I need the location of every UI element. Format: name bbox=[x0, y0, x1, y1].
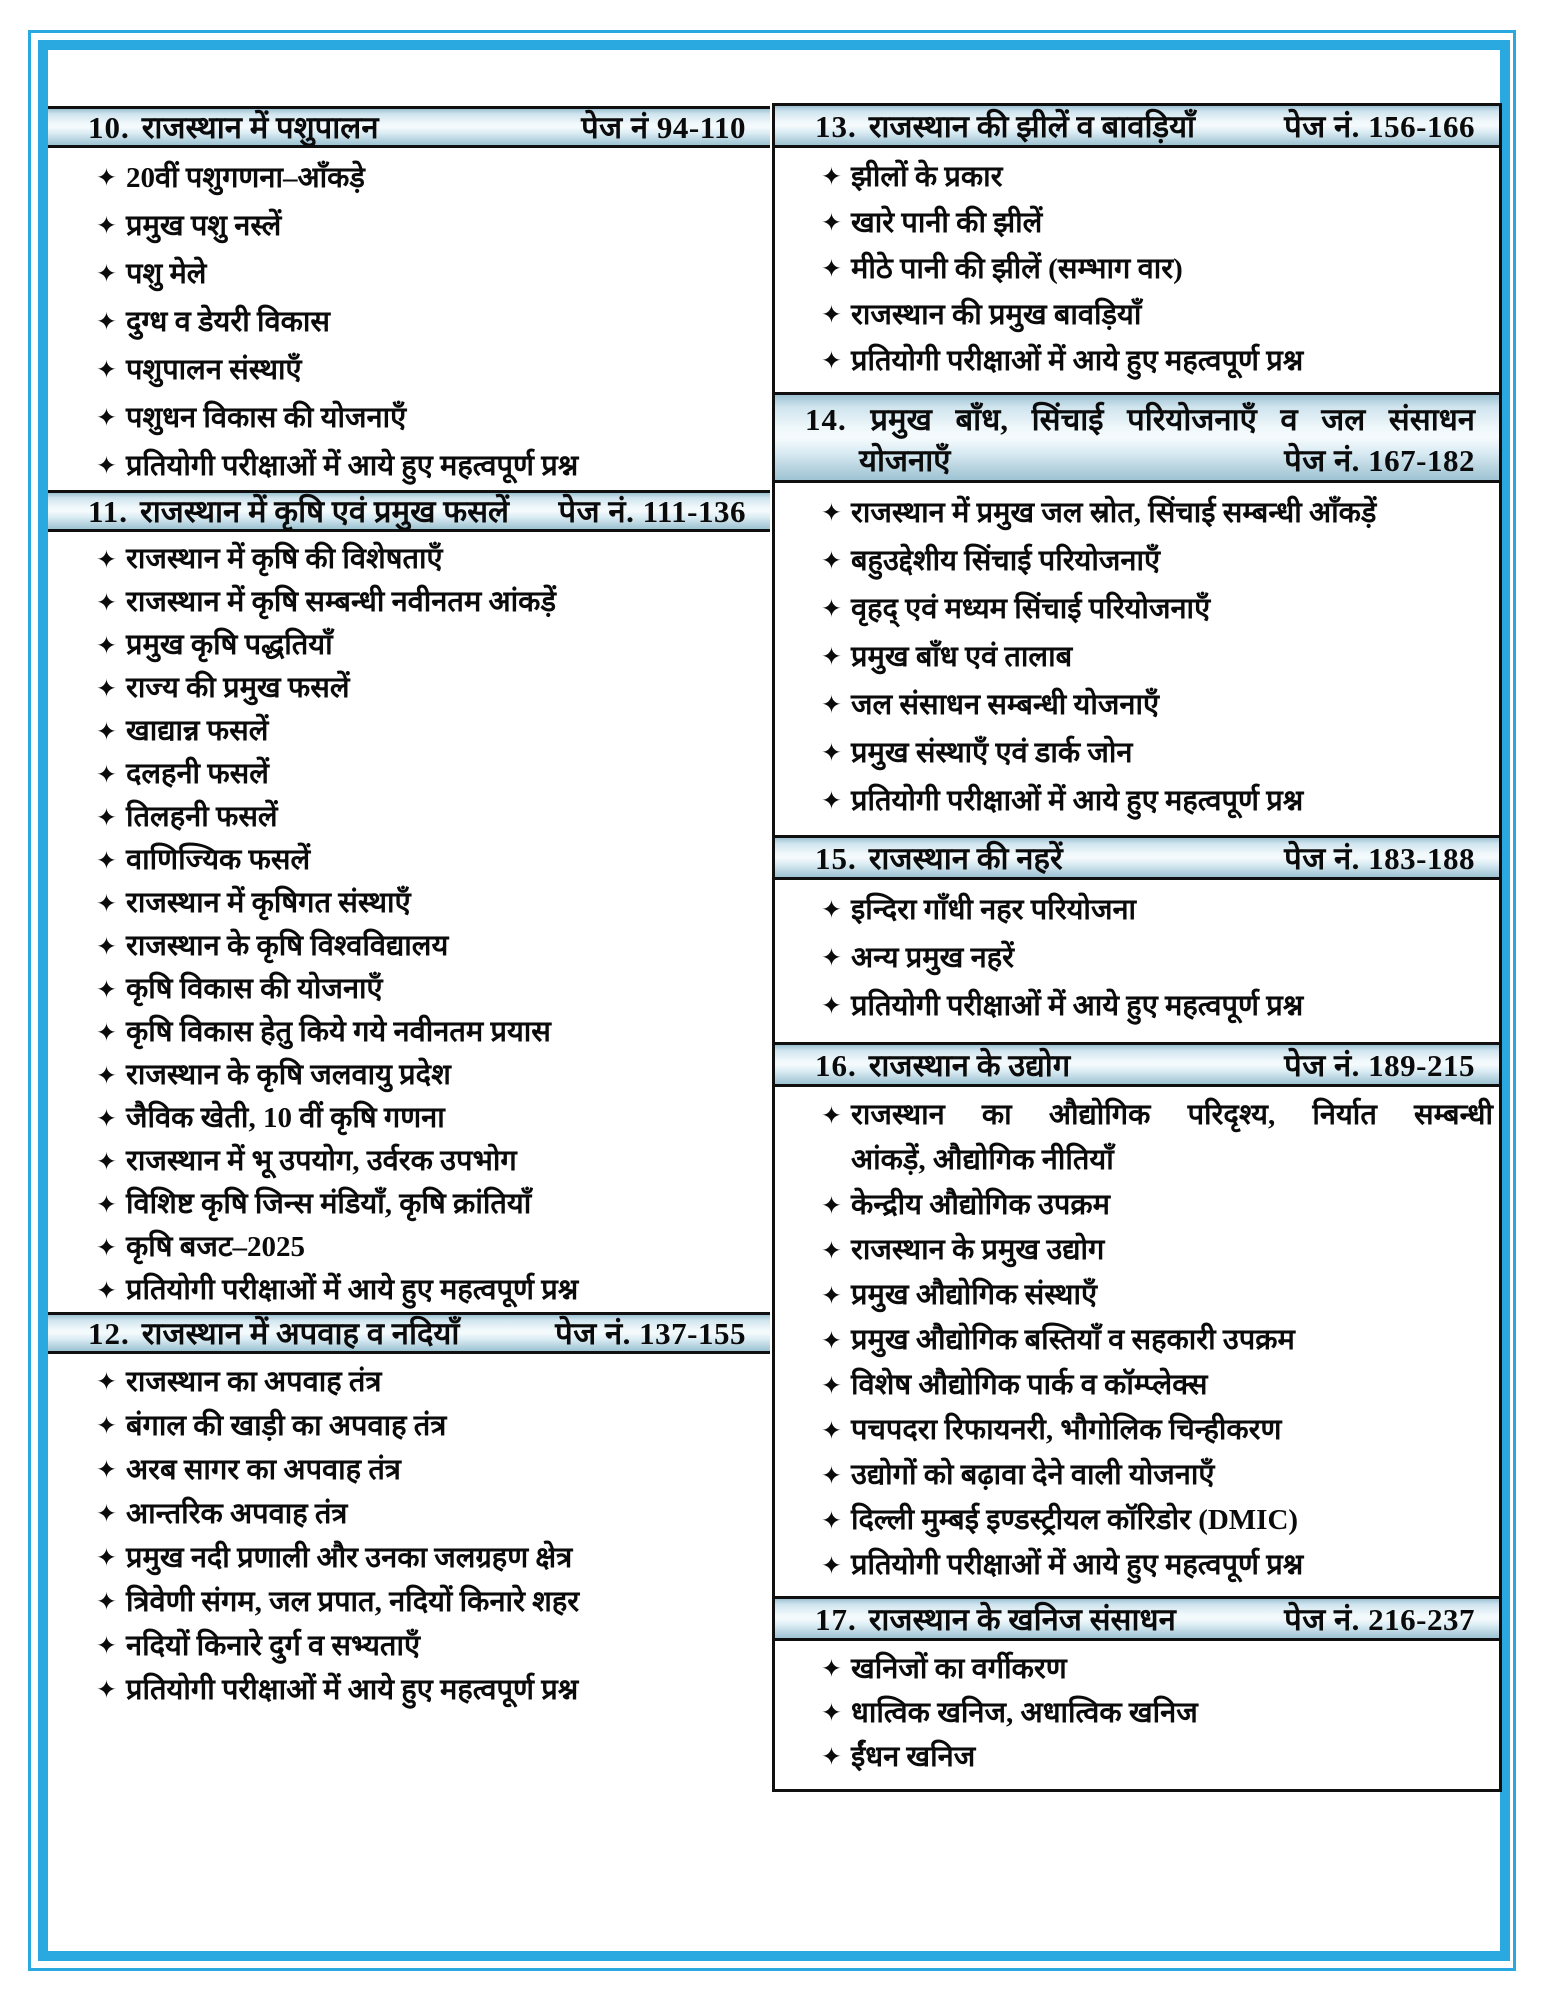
star-bullet-icon: ✦ bbox=[96, 1411, 117, 1440]
toc-item-text: जैविक खेती, 10 वीं कृषि गणना bbox=[126, 1102, 445, 1134]
toc-item bbox=[775, 489, 1499, 537]
star-bullet-icon: ✦ bbox=[96, 1061, 117, 1090]
toc-item bbox=[48, 882, 770, 925]
star-bullet-icon: ✦ bbox=[821, 738, 842, 767]
star-bullet-icon: ✦ bbox=[821, 1281, 842, 1310]
star-bullet-icon: ✦ bbox=[821, 1416, 842, 1445]
toc-item-text: अन्य प्रमुख नहरें bbox=[851, 942, 1014, 974]
toc-item-text: प्रमुख संस्थाएँ एवं डार्क जोन bbox=[851, 737, 1133, 769]
toc-item bbox=[775, 537, 1499, 585]
section-title: प्रमुख बाँध, सिंचाई परियोजनाएँ व जल संसाधन bbox=[870, 402, 1476, 437]
toc-item-text: जल संसाधन सम्बन्धी योजनाएँ bbox=[851, 689, 1160, 721]
toc-item bbox=[48, 154, 770, 202]
section-title: राजस्थान के उद्योग bbox=[868, 1047, 1071, 1083]
toc-item bbox=[48, 581, 770, 624]
toc-section-11 bbox=[48, 490, 770, 1312]
section-number: 12. bbox=[88, 1316, 130, 1351]
star-bullet-icon: ✦ bbox=[821, 1551, 842, 1580]
toc-item bbox=[775, 1093, 1499, 1183]
toc-item-text: प्रतियोगी परीक्षाओं में आये हुए महत्वपूर्ण प्रश्न bbox=[851, 345, 1304, 377]
toc-section-17 bbox=[772, 1596, 1502, 1792]
section-number: 11. bbox=[88, 494, 129, 529]
toc-item-text: राजस्थान के कृषि विश्वविद्यालय bbox=[126, 930, 449, 962]
section-page-range: पेज नं. 111-136 bbox=[558, 494, 746, 529]
toc-item-text: नदियों किनारे दुर्ग व सभ्यताएँ bbox=[126, 1630, 421, 1662]
toc-item-text: दलहनी फसलें bbox=[126, 758, 269, 790]
toc-item bbox=[48, 710, 770, 753]
toc-item bbox=[48, 1624, 770, 1668]
section-title-line2 bbox=[805, 441, 1475, 481]
toc-item-text: राजस्थान में कृषि की विशेषताएँ bbox=[126, 543, 443, 575]
toc-item bbox=[775, 200, 1499, 246]
toc-item-text: खनिजों का वर्गीकरण bbox=[851, 1653, 1067, 1685]
star-bullet-icon: ✦ bbox=[821, 594, 842, 623]
star-bullet-icon: ✦ bbox=[96, 760, 117, 789]
section-header-left bbox=[88, 1312, 459, 1354]
toc-item bbox=[48, 1269, 770, 1312]
toc-item bbox=[48, 1492, 770, 1536]
toc-item-text: राज्य की प्रमुख फसलें bbox=[126, 672, 350, 704]
star-bullet-icon: ✦ bbox=[821, 1101, 842, 1130]
toc-item-text: प्रमुख पशु नस्लें bbox=[126, 210, 282, 242]
toc-item-text: आन्तरिक अपवाह तंत्र bbox=[126, 1498, 348, 1530]
section-item-list bbox=[775, 880, 1499, 1042]
toc-item-text: खाद्यान्न फसलें bbox=[126, 715, 269, 747]
star-bullet-icon: ✦ bbox=[96, 163, 117, 192]
section-header-left bbox=[815, 1044, 1070, 1086]
section-page-range: पेज नं. 167-182 bbox=[1284, 443, 1475, 478]
right-column bbox=[772, 103, 1502, 1792]
section-item-list bbox=[48, 148, 770, 490]
toc-item-text: दुग्ध व डेयरी विकास bbox=[126, 306, 330, 338]
toc-item bbox=[48, 250, 770, 298]
toc-item bbox=[775, 886, 1499, 934]
toc-item bbox=[48, 394, 770, 442]
toc-item bbox=[775, 1273, 1499, 1318]
toc-item bbox=[48, 1011, 770, 1054]
star-bullet-icon: ✦ bbox=[96, 307, 117, 336]
toc-item-text: खारे पानी की झीलें bbox=[851, 207, 1043, 239]
star-bullet-icon: ✦ bbox=[96, 1631, 117, 1660]
toc-item bbox=[48, 968, 770, 1011]
section-number: 13. bbox=[815, 108, 857, 144]
section-title: राजस्थान में पशुपालन bbox=[141, 110, 379, 145]
toc-item bbox=[48, 1097, 770, 1140]
toc-item-text: प्रतियोगी परीक्षाओं में आये हुए महत्वपूर्ण प्रश्न bbox=[851, 1549, 1304, 1581]
section-header-bar bbox=[775, 1599, 1499, 1641]
section-header-left bbox=[815, 1598, 1176, 1640]
section-header-bar bbox=[775, 106, 1499, 148]
toc-item-text: पशु मेले bbox=[126, 258, 207, 290]
toc-item-text: तिलहनी फसलें bbox=[126, 801, 278, 833]
toc-item bbox=[775, 292, 1499, 338]
toc-section-15 bbox=[772, 835, 1502, 1045]
toc-item bbox=[775, 1408, 1499, 1453]
toc-item bbox=[775, 154, 1499, 200]
section-header-bar bbox=[775, 1045, 1499, 1087]
toc-item bbox=[48, 298, 770, 346]
star-bullet-icon: ✦ bbox=[821, 895, 842, 924]
left-column bbox=[48, 50, 770, 1712]
star-bullet-icon: ✦ bbox=[821, 1742, 842, 1771]
toc-item bbox=[48, 1140, 770, 1183]
toc-item bbox=[775, 1318, 1499, 1363]
toc-item-text: राजस्थान के प्रमुख उद्योग bbox=[851, 1234, 1105, 1266]
star-bullet-icon: ✦ bbox=[821, 254, 842, 283]
toc-item-text: त्रिवेणी संगम, जल प्रपात, नदियों किनारे शहर bbox=[126, 1586, 580, 1618]
section-number: 14. bbox=[805, 402, 847, 437]
section-number: 17. bbox=[815, 1601, 857, 1637]
toc-item-text: अरब सागर का अपवाह तंत्र bbox=[126, 1454, 401, 1486]
star-bullet-icon: ✦ bbox=[96, 1499, 117, 1528]
star-bullet-icon: ✦ bbox=[821, 1371, 842, 1400]
section-title: राजस्थान में कृषि एवं प्रमुख फसलें bbox=[140, 494, 510, 529]
toc-item-text: राजस्थान में प्रमुख जल स्रोत, सिंचाई सम्बन्धी आँकड़ें bbox=[851, 497, 1377, 529]
toc-item bbox=[48, 1404, 770, 1448]
star-bullet-icon: ✦ bbox=[96, 588, 117, 617]
star-bullet-icon: ✦ bbox=[96, 975, 117, 1004]
toc-item-text: राजस्थान की प्रमुख बावड़ियाँ bbox=[851, 299, 1142, 331]
star-bullet-icon: ✦ bbox=[96, 1276, 117, 1305]
star-bullet-icon: ✦ bbox=[821, 1654, 842, 1683]
toc-section-12 bbox=[48, 1312, 770, 1712]
toc-item-text: कृषि विकास की योजनाएँ bbox=[126, 973, 383, 1005]
section-title: राजस्थान के खनिज संसाधन bbox=[868, 1601, 1176, 1637]
star-bullet-icon: ✦ bbox=[96, 1675, 117, 1704]
toc-item-text: प्रमुख औद्योगिक संस्थाएँ bbox=[851, 1279, 1098, 1311]
star-bullet-icon: ✦ bbox=[821, 498, 842, 527]
section-page-range: पेज नं. 189-215 bbox=[1284, 1047, 1475, 1083]
toc-section-14 bbox=[772, 392, 1502, 838]
star-bullet-icon: ✦ bbox=[821, 1698, 842, 1727]
star-bullet-icon: ✦ bbox=[821, 642, 842, 671]
star-bullet-icon: ✦ bbox=[96, 1104, 117, 1133]
section-header-left bbox=[88, 490, 509, 532]
toc-item-text: राजस्थान में भू उपयोग, उर्वरक उपभोग bbox=[126, 1145, 517, 1177]
toc-item-text: बहुउद्देशीय सिंचाई परियोजनाएँ bbox=[851, 545, 1161, 577]
star-bullet-icon: ✦ bbox=[821, 1506, 842, 1535]
toc-item-text: विशिष्ट कृषि जिन्स मंडियाँ, कृषि क्रांतियाँ bbox=[126, 1188, 532, 1220]
star-bullet-icon: ✦ bbox=[96, 932, 117, 961]
section-item-list bbox=[48, 532, 770, 1312]
star-bullet-icon: ✦ bbox=[96, 403, 117, 432]
toc-item bbox=[48, 538, 770, 581]
toc-item bbox=[48, 667, 770, 710]
star-bullet-icon: ✦ bbox=[96, 846, 117, 875]
toc-item bbox=[775, 585, 1499, 633]
section-header-left bbox=[88, 106, 379, 148]
toc-item-text-multiline bbox=[851, 1093, 1499, 1183]
toc-item bbox=[48, 202, 770, 250]
toc-item bbox=[48, 346, 770, 394]
toc-item-text: प्रतियोगी परीक्षाओं में आये हुए महत्वपूर्ण प्रश्न bbox=[851, 785, 1304, 817]
toc-item bbox=[775, 934, 1499, 982]
section-item-list bbox=[775, 148, 1499, 392]
star-bullet-icon: ✦ bbox=[821, 1191, 842, 1220]
section-title-line1 bbox=[805, 399, 1475, 441]
toc-item-text: दिल्ली मुम्बई इण्डस्ट्रीयल कॉरिडोर (DMIC) bbox=[851, 1504, 1299, 1536]
toc-item-text: प्रमुख कृषि पद्धतियाँ bbox=[126, 629, 333, 661]
toc-item-text: बंगाल की खाड़ी का अपवाह तंत्र bbox=[126, 1410, 447, 1442]
section-header-bar bbox=[775, 395, 1499, 483]
section-number: 10. bbox=[88, 110, 130, 145]
section-number: 15. bbox=[815, 840, 857, 876]
toc-item bbox=[48, 624, 770, 667]
toc-item bbox=[775, 729, 1499, 777]
star-bullet-icon: ✦ bbox=[96, 803, 117, 832]
toc-item-text: राजस्थान में कृषि सम्बन्धी नवीनतम आंकड़ें bbox=[126, 586, 556, 618]
star-bullet-icon: ✦ bbox=[821, 786, 842, 815]
section-title: राजस्थान में अपवाह व नदियाँ bbox=[141, 1316, 460, 1351]
toc-item-text: पचपदरा रिफायनरी, भौगोलिक चिन्हीकरण bbox=[851, 1414, 1282, 1446]
star-bullet-icon: ✦ bbox=[821, 300, 842, 329]
star-bullet-icon: ✦ bbox=[96, 451, 117, 480]
toc-item bbox=[775, 1453, 1499, 1498]
star-bullet-icon: ✦ bbox=[96, 259, 117, 288]
toc-item-text: प्रमुख बाँध एवं तालाब bbox=[851, 641, 1073, 673]
star-bullet-icon: ✦ bbox=[821, 943, 842, 972]
toc-item-text-line1: राजस्थान का औद्योगिक परिदृश्य, निर्यात सम्बन्धी bbox=[851, 1099, 1493, 1131]
star-bullet-icon: ✦ bbox=[96, 1543, 117, 1572]
toc-item bbox=[48, 1360, 770, 1404]
toc-item bbox=[48, 1668, 770, 1712]
section-header-left bbox=[815, 105, 1195, 147]
toc-item-text: प्रतियोगी परीक्षाओं में आये हुए महत्वपूर्ण प्रश्न bbox=[126, 450, 579, 482]
section-header-bar bbox=[775, 838, 1499, 880]
toc-item bbox=[775, 681, 1499, 729]
section-item-list bbox=[775, 483, 1499, 835]
star-bullet-icon: ✦ bbox=[96, 889, 117, 918]
toc-item bbox=[48, 753, 770, 796]
toc-item bbox=[48, 839, 770, 882]
section-title: राजस्थान की नहरें bbox=[868, 840, 1063, 876]
star-bullet-icon: ✦ bbox=[821, 1461, 842, 1490]
star-bullet-icon: ✦ bbox=[821, 208, 842, 237]
section-page-range: पेज नं. 137-155 bbox=[555, 1316, 746, 1351]
toc-item bbox=[48, 1183, 770, 1226]
toc-item-text: प्रतियोगी परीक्षाओं में आये हुए महत्वपूर्ण प्रश्न bbox=[126, 1674, 579, 1706]
toc-item-text: कृषि बजट–2025 bbox=[126, 1231, 305, 1263]
toc-item-text: प्रतियोगी परीक्षाओं में आये हुए महत्वपूर्ण प्रश्न bbox=[851, 990, 1304, 1022]
toc-item bbox=[775, 246, 1499, 292]
star-bullet-icon: ✦ bbox=[96, 1455, 117, 1484]
toc-item-text: केन्द्रीय औद्योगिक उपक्रम bbox=[851, 1189, 1110, 1221]
section-number: 16. bbox=[815, 1047, 857, 1083]
section-item-list bbox=[775, 1641, 1499, 1789]
star-bullet-icon: ✦ bbox=[96, 355, 117, 384]
section-header-left bbox=[815, 837, 1063, 879]
star-bullet-icon: ✦ bbox=[96, 211, 117, 240]
toc-item bbox=[48, 1580, 770, 1624]
section-page-range: पेज नं. 156-166 bbox=[1284, 108, 1475, 144]
section-header-bar bbox=[48, 490, 770, 532]
toc-item-text: 20वीं पशुगणना–आँकड़े bbox=[126, 162, 365, 194]
star-bullet-icon: ✦ bbox=[96, 1147, 117, 1176]
toc-item bbox=[775, 1183, 1499, 1228]
section-page-range: पेज नं. 183-188 bbox=[1284, 840, 1475, 876]
toc-item-text: झीलों के प्रकार bbox=[851, 161, 1003, 193]
toc-item bbox=[48, 1226, 770, 1269]
star-bullet-icon: ✦ bbox=[96, 631, 117, 660]
toc-item bbox=[48, 925, 770, 968]
toc-item bbox=[775, 1691, 1499, 1735]
toc-item bbox=[775, 982, 1499, 1030]
section-header-bar bbox=[48, 106, 770, 148]
section-title-continued: योजनाएँ bbox=[859, 443, 951, 478]
toc-item bbox=[775, 1647, 1499, 1691]
toc-item-text: वृहद् एवं मध्यम सिंचाई परियोजनाएँ bbox=[851, 593, 1211, 625]
toc-item-text: मीठे पानी की झीलें (सम्भाग वार) bbox=[851, 253, 1183, 285]
toc-item-text: धात्विक खनिज, अधात्विक खनिज bbox=[851, 1697, 1198, 1729]
toc-item-text: प्रमुख औद्योगिक बस्तियाँ व सहकारी उपक्रम bbox=[851, 1324, 1295, 1356]
star-bullet-icon: ✦ bbox=[821, 1326, 842, 1355]
toc-item bbox=[775, 1498, 1499, 1543]
toc-section-10 bbox=[48, 106, 770, 490]
toc-item-text: ईंधन खनिज bbox=[851, 1741, 976, 1773]
star-bullet-icon: ✦ bbox=[821, 991, 842, 1020]
toc-item bbox=[48, 1054, 770, 1097]
star-bullet-icon: ✦ bbox=[821, 1236, 842, 1265]
toc-item bbox=[775, 338, 1499, 384]
star-bullet-icon: ✦ bbox=[821, 690, 842, 719]
toc-item-text: इन्दिरा गाँधी नहर परियोजना bbox=[851, 894, 1137, 926]
toc-item bbox=[775, 1228, 1499, 1273]
star-bullet-icon: ✦ bbox=[96, 1367, 117, 1396]
toc-item-text: वाणिज्यिक फसलें bbox=[126, 844, 311, 876]
toc-item-text: कृषि विकास हेतु किये गये नवीनतम प्रयास bbox=[126, 1016, 551, 1048]
section-item-list bbox=[48, 1354, 770, 1712]
toc-section-16 bbox=[772, 1042, 1502, 1599]
toc-item bbox=[775, 777, 1499, 825]
toc-item-text-line2: आंकड़ें, औद्योगिक नीतियाँ bbox=[851, 1144, 1114, 1176]
toc-item-text: प्रतियोगी परीक्षाओं में आये हुए महत्वपूर्ण प्रश्न bbox=[126, 1274, 579, 1306]
star-bullet-icon: ✦ bbox=[96, 1587, 117, 1616]
star-bullet-icon: ✦ bbox=[96, 545, 117, 574]
toc-item-text: पशुपालन संस्थाएँ bbox=[126, 354, 302, 386]
star-bullet-icon: ✦ bbox=[821, 546, 842, 575]
toc-item-text: राजस्थान का अपवाह तंत्र bbox=[126, 1366, 382, 1398]
toc-item-text: उद्योगों को बढ़ावा देने वाली योजनाएँ bbox=[851, 1459, 1215, 1491]
star-bullet-icon: ✦ bbox=[96, 1233, 117, 1262]
toc-section-13 bbox=[772, 103, 1502, 395]
star-bullet-icon: ✦ bbox=[821, 162, 842, 191]
star-bullet-icon: ✦ bbox=[821, 346, 842, 375]
toc-item bbox=[775, 1735, 1499, 1779]
toc-item bbox=[48, 442, 770, 490]
toc-item-text: राजस्थान के कृषि जलवायु प्रदेश bbox=[126, 1059, 451, 1091]
toc-item bbox=[775, 633, 1499, 681]
toc-item bbox=[48, 1448, 770, 1492]
toc-item-text: पशुधन विकास की योजनाएँ bbox=[126, 402, 407, 434]
toc-item bbox=[48, 1536, 770, 1580]
section-header-bar bbox=[48, 1312, 770, 1354]
star-bullet-icon: ✦ bbox=[96, 1190, 117, 1219]
section-page-range: पेज नं 94-110 bbox=[581, 110, 746, 145]
star-bullet-icon: ✦ bbox=[96, 674, 117, 703]
toc-item bbox=[775, 1543, 1499, 1588]
toc-item-text: विशेष औद्योगिक पार्क व कॉम्प्लेक्स bbox=[851, 1369, 1208, 1401]
toc-item-text: राजस्थान में कृषिगत संस्थाएँ bbox=[126, 887, 411, 919]
section-item-list bbox=[775, 1087, 1499, 1596]
section-page-range: पेज नं. 216-237 bbox=[1284, 1601, 1475, 1637]
section-title: राजस्थान की झीलें व बावड़ियाँ bbox=[868, 108, 1196, 144]
star-bullet-icon: ✦ bbox=[96, 717, 117, 746]
toc-item bbox=[775, 1363, 1499, 1408]
star-bullet-icon: ✦ bbox=[96, 1018, 117, 1047]
toc-item-text: प्रमुख नदी प्रणाली और उनका जलग्रहण क्षेत्र bbox=[126, 1542, 573, 1574]
toc-item bbox=[48, 796, 770, 839]
